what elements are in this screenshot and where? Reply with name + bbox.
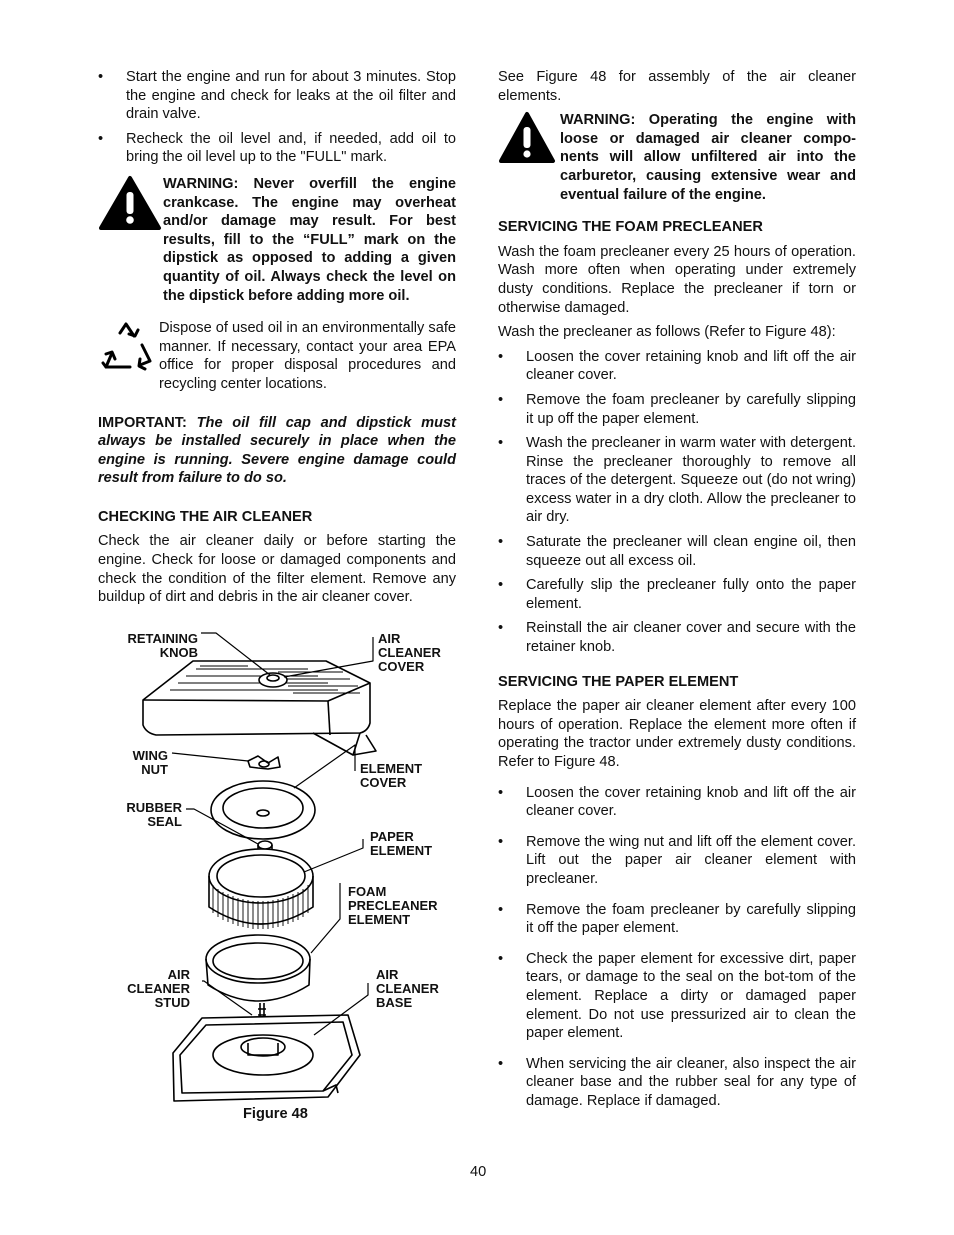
foam-precleaner-drawing — [206, 935, 310, 1001]
label-retaining-knob: RETAINING KNOB — [127, 630, 198, 660]
paper-element-drawing — [209, 849, 313, 929]
element-cover-drawing — [211, 781, 315, 839]
list-item: • When servicing the air cleaner, also inspect the air cleaner base and the rubber seal for any type of damage. Replace if damaged. — [498, 1055, 856, 1111]
label-paper-element: PAPER ELEMENT — [370, 828, 433, 858]
list-item: • Check the paper element for excessive dirt, paper tears, or damage to the seal on the bot-tom of the element. Replace a dirty or damaged paper element. Do not use pressurized air to clean the paper element. — [498, 950, 856, 1043]
figure-caption: Figure 48 — [243, 1105, 308, 1122]
page-number: 40 — [470, 1164, 487, 1180]
recycle-icon — [98, 319, 156, 379]
section-heading-checking: CHECKING THE AIR CLEANER — [98, 508, 313, 525]
list-item: • Saturate the precleaner will clean engine oil, then squeeze out all excess oil. — [498, 533, 856, 570]
recycle-note-block — [98, 319, 456, 393]
check-paragraph: Check the air cleaner daily or before starting the engine. Check for loose or damaged components and check the condition of the filter element. Remove any buildup of dirt and debris in the air cleaner cover. — [98, 533, 456, 606]
recycle-note-text: Dispose of used oil in an environmentally safe manner. If necessary, contact your area EPA office for proper disposal procedures and recycling center locations. — [159, 320, 456, 392]
label-rubber-seal: RUBBER SEAL — [126, 799, 182, 829]
label-foam-precleaner-element: FOAM PRECLEANER ELEMENT — [348, 883, 438, 927]
warning-text: WARNING: Never overfill the engine crankcase. The engine may overheat and/or damage may result. For best results, fill to the “FULL” mark on the dipstick as opposed to adding a given quantity of oil. Always check the level on the dipstick before adding more oil. — [163, 175, 456, 304]
warning-block-overfill — [98, 175, 456, 305]
list-item: • Loosen the cover retaining knob and lift off the air cleaner cover. — [498, 348, 856, 385]
warning-block-air-cleaner — [498, 111, 856, 204]
intro-paragraph: See Figure 48 for assembly of the air cleaner elements. — [498, 69, 856, 104]
label-element-cover: ELEMENT COVER — [360, 760, 423, 790]
section-heading-foam-precleaner: SERVICING THE FOAM PRECLEANER — [498, 219, 763, 236]
important-label: IMPORTANT: — [98, 414, 187, 431]
list-item: • Remove the foam precleaner by carefully slipping it up off the paper element. — [498, 391, 856, 428]
list-item: • Reinstall the air cleaner cover and secure with the retainer knob. — [498, 619, 856, 656]
paper-paragraph: Replace the paper air cleaner element after every 100 hours of operation. Replace the element more often if operating the tractor under extremely dusty conditions. Refer to Figure 48. — [498, 698, 856, 770]
important-text: The oil fill cap and dipstick must always be installed securely in place when the engine is running. Severe engine damage could result from failure to do so. — [98, 414, 456, 487]
list-item: • Recheck the oil level and, if needed, add oil to bring the oil level up to the "FULL" mark. — [98, 130, 456, 167]
air-cleaner-cover-drawing — [143, 661, 376, 755]
left-column — [98, 68, 456, 1125]
air-cleaner-exploded-diagram — [98, 623, 456, 1103]
list-item: • Wash the precleaner in warm water with detergent. Rinse the precleaner thoroughly to remove all traces of the detergent. Squeeze out (do not wring) excess water in a dry cloth. Allow the precleaner to air dry. — [498, 434, 856, 527]
air-cleaner-base-drawing — [173, 1015, 360, 1101]
foam-paragraph-2: Wash the precleaner as follows (Refer to Figure 48): — [498, 324, 836, 341]
label-wing-nut: WING NUT — [132, 747, 168, 777]
label-air-cleaner-cover: AIR CLEANER COVER — [378, 630, 441, 674]
list-item: • Remove the wing nut and lift off the element cover. Lift out the paper air cleaner element with precleaner. — [498, 833, 856, 889]
warning-text: WARNING: Operating the engine with loose or damaged air cleaner compo-nents will allow unfiltered air into the carburetor, causing extensive wear and eventual failure of the engine. — [560, 112, 856, 203]
warning-icon — [498, 111, 556, 165]
list-item: • Loosen the cover retaining knob and lift off the air cleaner cover. — [498, 784, 856, 821]
label-air-cleaner-stud: AIR CLEANER STUD — [127, 966, 190, 1010]
warning-icon — [98, 175, 162, 231]
list-item: • Start the engine and run for about 3 minutes. Stop the engine and check for leaks at the oil filter and drain valve. — [98, 68, 456, 124]
section-heading-paper-element: SERVICING THE PAPER ELEMENT — [498, 673, 739, 690]
wing-nut-drawing — [248, 756, 280, 769]
figure-air-cleaner — [98, 623, 456, 1125]
label-air-cleaner-base: AIR CLEANER BASE — [376, 966, 439, 1010]
list-item: • Remove the foam precleaner by carefully slipping it off the paper element. — [498, 901, 856, 938]
foam-paragraph-1: Wash the foam precleaner every 25 hours of operation. Wash more often when operating under extremely dusty conditions. Replace the precleaner if torn or otherwise damaged. — [498, 243, 856, 316]
important-note — [98, 414, 456, 488]
list-item: • Carefully slip the precleaner fully onto the paper element. — [498, 576, 856, 613]
right-column — [498, 68, 856, 1111]
